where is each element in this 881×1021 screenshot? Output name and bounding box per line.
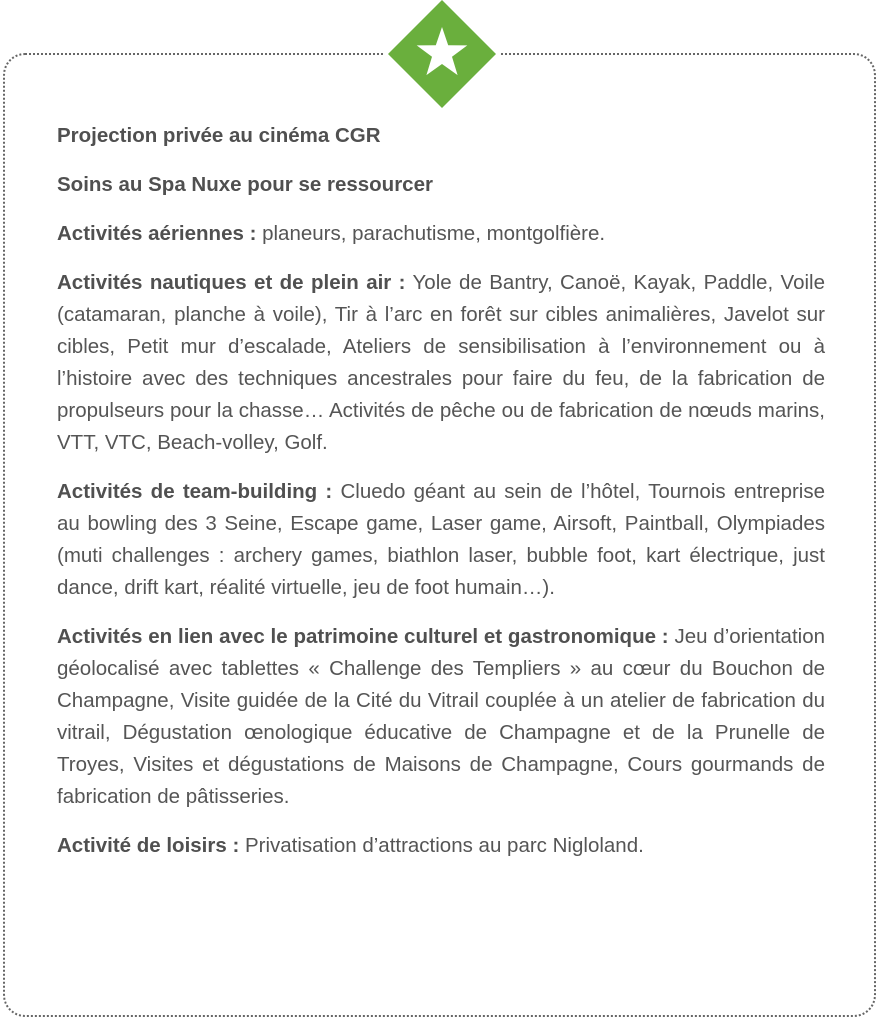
item-text: planeurs, parachutisme, montgolfière.: [256, 222, 606, 245]
item-label: Activité de loisirs :: [57, 834, 240, 857]
item-label: Activités en lien avec le patrimoine culturel et gastronomique :: [57, 625, 669, 648]
item-text: Privatisation d’attractions au parc Nigloland.: [239, 834, 644, 857]
star-badge: [388, 0, 496, 108]
item-text: Jeu d’orientation géolocalisé avec tablettes « Challenge des Templiers » au cœur du Bouchon de Champagne, Visite guidée de la Cité du Vitrail couplée à un atelier de fabrication du vitrail, Dégustation œnologique éducative de Champagne et de la Prunelle de Troyes, Visites et dégustations de Maisons de Champagne, Cours gourmands de fabrication de pâtisseries.: [57, 625, 826, 808]
list-item: [57, 169, 825, 201]
item-text: Cluedo géant au sein de l’hôtel, Tournois entreprise au bowling des 3 Seine, Escape game, Laser game, Airsoft, Paintball, Olympiades (muti challenges : archery games, biathlon laser, bubble foot, kart électrique, just dance, drift kart, réalité virtuelle, jeu de foot humain…).: [57, 480, 826, 599]
item-label: Activités aériennes :: [57, 222, 257, 245]
list-item: [57, 476, 825, 604]
list-item: [57, 621, 825, 813]
list-item: [57, 830, 825, 862]
item-label: Activités nautiques et de plein air :: [57, 271, 406, 294]
activities-list: [57, 120, 825, 879]
item-label: Soins au Spa Nuxe pour se ressourcer: [57, 173, 433, 196]
item-label: Projection privée au cinéma CGR: [57, 124, 381, 147]
item-text: Yole de Bantry, Canoë, Kayak, Paddle, Voile (catamaran, planche à voile), Tir à l’arc en forêt sur cibles animalières, Javelot sur cibles, Petit mur d’escalade, Ateliers de sensibilisation à l’environnement ou à l’histoire avec des techniques ancestrales pour faire du feu, de la fabrication de propulseurs pour la chasse… Activités de pêche ou de fabrication de nœuds marins, VTT, VTC, Beach-volley, Golf.: [57, 271, 825, 454]
list-item: [57, 120, 825, 152]
item-label: Activités de team-building :: [57, 480, 333, 503]
list-item: [57, 267, 825, 459]
list-item: [57, 218, 825, 250]
